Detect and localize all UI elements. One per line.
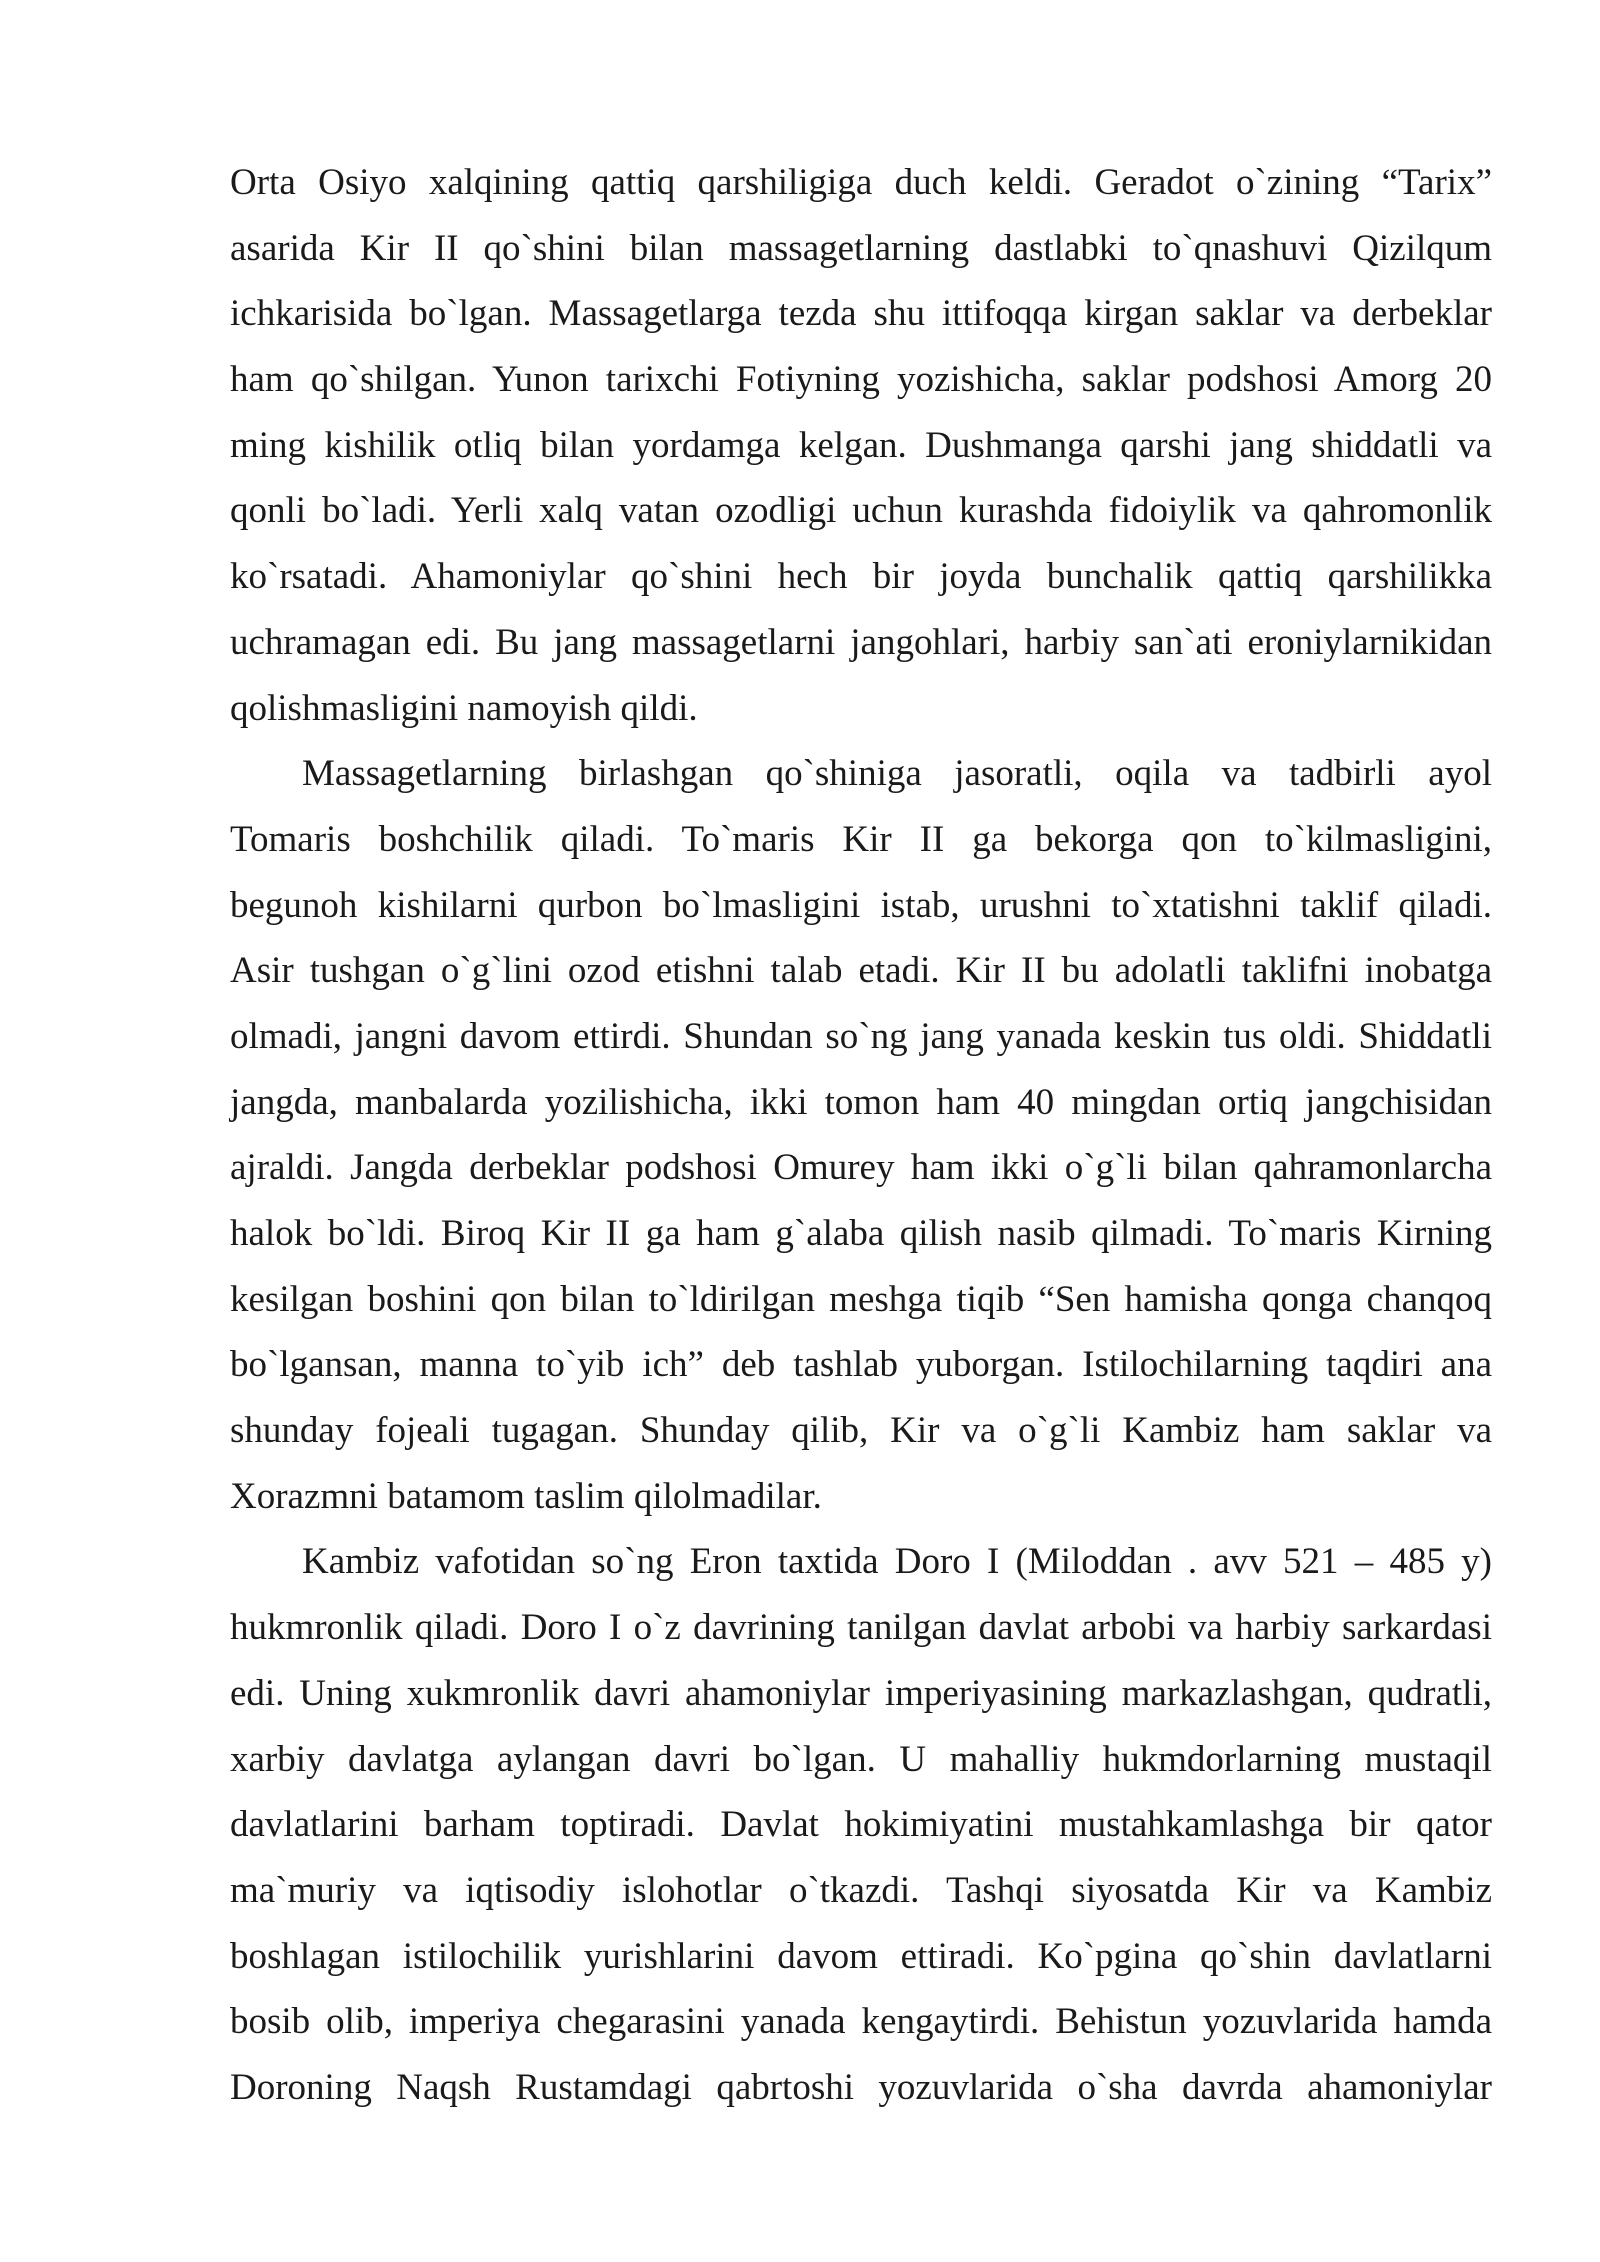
text-line: bo`lgansan, manna to`yib ich” deb tashlab yuborgan. Istilochilarning taqdiri ana xyxy=(230,1344,1492,1386)
text-line: Kambiz vafotidan so`ng Eron taxtida Doro I (Miloddan . avv 521 – 485 y) xyxy=(302,1541,1492,1583)
text-line: edi. Uning xukmronlik davri ahamoniylar imperiyasining markazlashgan, qudratli, xyxy=(230,1672,1492,1714)
paragraph-2 xyxy=(230,741,1492,1529)
text-line: halok bo`ldi. Biroq Kir II ga ham g`alaba qilish nasib qilmadi. To`maris Kirning xyxy=(230,1213,1492,1254)
text-line: asarida Kir II qo`shini bilan massagetlarning dastlabki to`qnashuvi Qizilqum xyxy=(230,227,1492,269)
text-line: Asir tushgan o`g`lini ozod etishni talab etadi. Kir II bu adolatli taklifni inobatga xyxy=(230,950,1492,992)
text-line: Xorazmni batamom taslim qilolmadilar. xyxy=(230,1475,822,1517)
body-text xyxy=(230,150,1492,2121)
text-line: jangda, manbalarda yozilishicha, ikki tomon ham 40 mingdan ortiq jangchisidan xyxy=(230,1081,1492,1123)
text-line: olmadi, jangni davom ettirdi. Shundan so`ng jang yanada keskin tus oldi. Shiddatli xyxy=(230,1015,1492,1057)
text-line: begunoh kishilarni qurbon bo`lmasligini istab, urushni to`xtatishni taklif qiladi. xyxy=(230,884,1492,926)
text-line: ma`muriy va iqtisodiy islohotlar o`tkazdi. Tashqi siyosatda Kir va Kambiz xyxy=(230,1869,1492,1911)
text-line: Doroning Naqsh Rustamdagi qabrtoshi yozuvlarida o`sha davrda ahamoniylar xyxy=(230,2066,1492,2108)
text-line: uchramagan edi. Bu jang massagetlarni jangohlari, harbiy san`ati eroniylarnikidan xyxy=(230,621,1492,663)
text-line: hukmronlik qiladi. Doro I o`z davrining tanilgan davlat arbobi va harbiy sarkardasi xyxy=(230,1607,1492,1649)
text-line: bosib olib, imperiya chegarasini yanada kengaytirdi. Behistun yozuvlarida hamda xyxy=(230,2001,1492,2043)
text-line: ming kishilik otliq bilan yordamga kelgan. Dushmanga qarshi jang shiddatli va xyxy=(230,424,1492,466)
text-line: xarbiy davlatga aylangan davri bo`lgan. U mahalliy hukmdorlarning mustaqil xyxy=(230,1738,1492,1780)
text-line: ichkarisida bo`lgan. Massagetlarga tezda shu ittifoqqa kirgan saklar va derbeklar xyxy=(230,293,1492,335)
text-line: Tomaris boshchilik qiladi. To`maris Kir II ga bekorga qon to`kilmasligini, xyxy=(230,818,1492,860)
text-line: boshlagan istilochilik yurishlarini davom ettiradi. Ko`pgina qo`shin davlatlarni xyxy=(230,1935,1492,1977)
paragraph-3 xyxy=(230,1529,1492,2120)
text-line: qolishmasligini namoyish qildi. xyxy=(230,687,698,729)
text-line: ko`rsatadi. Ahamoniylar qo`shini hech bir joyda bunchalik qattiq qarshilikka xyxy=(230,556,1492,598)
text-line: ajraldi. Jangda derbeklar podshosi Omurey ham ikki o`g`li bilan qahramonlarcha xyxy=(230,1147,1492,1189)
text-line: qonli bo`ladi. Yerli xalq vatan ozodligi uchun kurashda fidoiylik va qahromonlik xyxy=(230,490,1492,532)
text-line: davlatlarini barham toptiradi. Davlat hokimiyatini mustahkamlashga bir qator xyxy=(230,1804,1492,1846)
text-line: Orta Osiyo xalqining qattiq qarshiligiga duch keldi. Geradot o`zining “Tarix” xyxy=(230,162,1492,203)
text-line: kesilgan boshini qon bilan to`ldirilgan meshga tiqib “Sen hamisha qonga chanqoq xyxy=(230,1278,1492,1320)
paragraph-1 xyxy=(230,150,1492,741)
text-line: Massagetlarning birlashgan qo`shiniga jasoratli, oqila va tadbirli ayol xyxy=(302,753,1492,795)
text-line: shunday fojeali tugagan. Shunday qilib, Kir va o`g`li Kambiz ham saklar va xyxy=(230,1410,1492,1452)
text-line: ham qo`shilgan. Yunon tarixchi Fotiyning yozishicha, saklar podshosi Amorg 20 xyxy=(230,359,1492,401)
